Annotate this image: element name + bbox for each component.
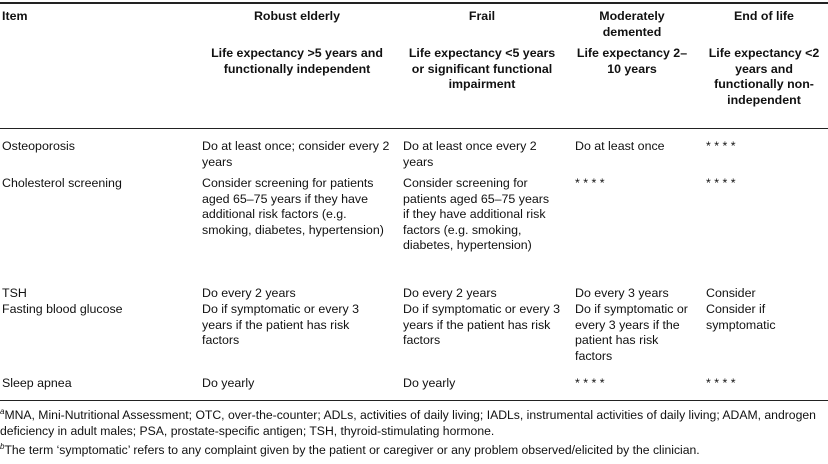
table-cell: Consider if symptomatic (706, 302, 776, 332)
table-cell: Do if symptomatic or every 3 years if the patient has risk factors (403, 302, 560, 348)
table-cell: Do every 3 years (575, 286, 669, 300)
table-cell: * * * * (706, 376, 736, 390)
header-demented-title: Moderately demented (599, 9, 665, 39)
table-cell: Do at least once every 2 years (403, 139, 537, 169)
footnote-b-mark: b (0, 441, 5, 451)
table-cell: Do if symptomatic or every 3 years if the patient has risk factors (202, 302, 359, 348)
table-cell: Do every 2 years (403, 286, 497, 300)
header-robust-subtitle: Life expectancy >5 years and functionally independent (211, 46, 383, 76)
row-item-glucose: Fasting blood glucose (2, 302, 123, 316)
header-endoflife-title: End of life (734, 9, 794, 23)
table-cell: Consider screening for patients aged 65–75 years if they have additional risk factors (e.g. smoking, diabetes, hypertension) (403, 176, 550, 253)
table-cell: Consider screening for patients aged 65–75 years if they have additional risk factors (e.g. smoking, diabetes, hypertension) (202, 176, 384, 237)
table-cell: Do yearly (202, 376, 255, 390)
footnote-b (0, 443, 826, 459)
table-cell: Do if symptomatic or every 3 years if the patient has risk factors (575, 302, 688, 363)
footnote-b-text: The term ‘symptomatic’ refers to any complaint given by the patient or caregiver or any problem observed/elicited by the clinician. (4, 443, 700, 457)
bottom-rule (0, 400, 828, 401)
row-item-osteoporosis: Osteoporosis (2, 139, 76, 153)
row-item-sleep-apnea: Sleep apnea (2, 376, 72, 390)
table-cell: * * * * (706, 139, 736, 153)
row-item-tsh: TSH (2, 286, 27, 300)
table-cell: Do at least once; consider every 2 years (202, 139, 390, 169)
header-rule (0, 128, 828, 129)
table-cell: Consider (706, 286, 756, 300)
table-cell: Do every 2 years (202, 286, 296, 300)
footnote-a-mark: a (0, 406, 5, 416)
header-robust-title: Robust elderly (253, 9, 341, 23)
table-cell: * * * * (706, 176, 736, 190)
header-endoflife-subtitle: Life expectancy <2 years and functionally non-independent (708, 46, 820, 107)
footnote-a-text: MNA, Mini-Nutritional Assessment; OTC, over-the-counter; ADLs, activities of daily living; IADLs, instrumental activities of daily living; ADAM, androgen deficiency in adult males; PSA, prostate-specific antigen; TSH, thyroid-stimulating hormone. (0, 408, 816, 438)
table-cell: Do at least once (575, 139, 665, 153)
header-demented-subtitle: Life expectancy 2–10 years (576, 46, 688, 76)
table-cell: * * * * (575, 176, 605, 190)
header-item: Item (2, 9, 28, 23)
top-rule (0, 2, 828, 4)
table-cell: Do yearly (403, 376, 456, 390)
header-frail-title: Frail (468, 9, 496, 23)
table-cell: * * * * (575, 376, 605, 390)
footnote-a (0, 408, 826, 440)
header-frail-subtitle: Life expectancy <5 years or significant functional impairment (408, 46, 556, 92)
row-item-cholesterol: Cholesterol screening (2, 176, 122, 190)
